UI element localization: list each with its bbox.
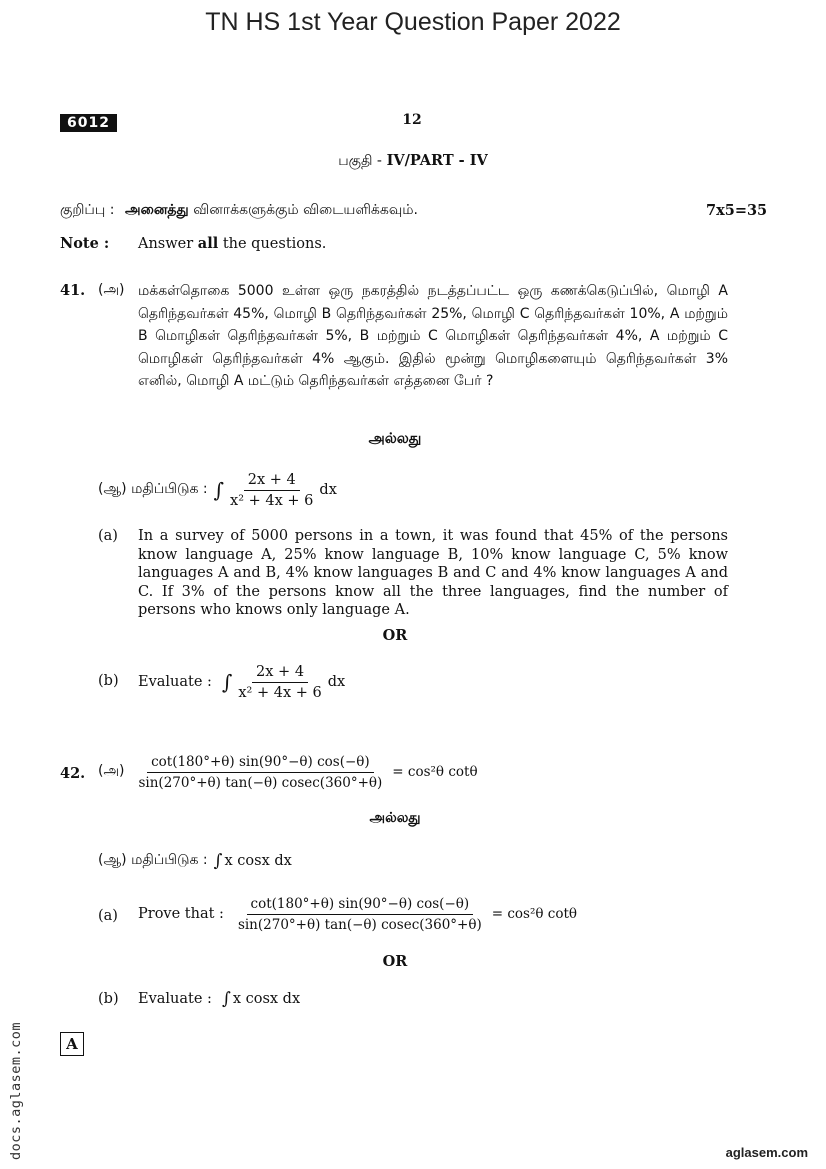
question-42-number: 42. — [60, 765, 86, 782]
trig-rhs: = cos²θ cotθ — [392, 764, 478, 780]
note-suffix: the questions. — [222, 236, 327, 252]
question-42-tamil-a — [98, 750, 478, 794]
trig-denominator: sin(270°+θ) tan(−θ) cosec(360°+θ) — [237, 916, 482, 933]
integral-fraction — [226, 472, 317, 509]
question-42-a-label: (a) — [98, 908, 118, 924]
note-label — [60, 235, 109, 252]
question-41-number: 41. — [60, 282, 86, 299]
question-42-a — [138, 892, 577, 936]
note-text — [138, 235, 326, 252]
question-41-a-text: In a survey of 5000 persons in a town, it was found that 45% of the persons know language A, 25% know language B, 10% know language C, 5% know languages A and B, 4% know languages B and C and 4% know languages A and C. If 3% of the persons know all the three languages, find the number of persons who knows only language A. — [138, 528, 728, 619]
integral-sign-icon: ∫ — [213, 851, 223, 871]
trig-fraction — [234, 896, 486, 933]
integral-sign-icon: ∫ — [221, 989, 231, 1009]
part-heading — [0, 152, 826, 171]
question-41-b-prefix: Evaluate : — [138, 674, 212, 690]
question-41-tamil-a-text: மக்கள்தொகை 5000 உள்ள ஒரு நகரத்தில் நடத்தப்பட்ட ஒரு கணக்கெடுப்பில், மொழி A தெரிந்தவர்கள் 45%, மொழி B தெரிந்தவர்கள் 25%, மொழி C தெரிந்தவர்கள் 10%, A மற்றும் B மொழிகள் தெரிந்தவர்கள் 5%, B மற்றும் C மொழிகள் தெரிந்தவர்கள் 4%, A மற்றும் C மொழிகள் தெரிந்தவர்கள் 4% ஆகும். இதில் மூன்று மொழிகளையும் தெரிந்தவர்கள் 3% எனில், மொழி A மட்டும் தெரிந்தவர்கள் எத்தனை பேர் ? — [138, 283, 728, 390]
paper-code-badge: 6012 — [60, 114, 117, 132]
question-42-tamil-a-label: (அ) — [98, 763, 125, 779]
or-tamil-41: அல்லது — [368, 431, 422, 447]
integral-sign-icon: ∫ — [221, 670, 233, 694]
integral-dx: dx — [319, 482, 337, 498]
question-41-a-label: (a) — [98, 528, 118, 544]
integral-fraction — [234, 664, 325, 701]
question-41-tamil-b — [98, 468, 337, 512]
or-tamil-42: அல்லது — [369, 810, 421, 826]
question-42-b-label: (b) — [98, 991, 119, 1007]
note-prefix: Answer — [138, 236, 194, 252]
question-42-b-prefix: Evaluate : — [138, 991, 212, 1007]
marks-label: 7x5=35 — [706, 202, 768, 219]
question-41-b-label: (b) — [98, 673, 119, 689]
or-english-42: OR — [382, 953, 408, 970]
instruction-tamil-bold: அனைத்து — [125, 202, 189, 218]
integral-numerator: 2x + 4 — [244, 472, 300, 491]
version-box: A — [60, 1032, 84, 1056]
question-42-a-prefix: Prove that : — [138, 906, 224, 922]
integral-denominator: x² + 4x + 6 — [238, 684, 322, 701]
integral-denominator: x² + 4x + 6 — [230, 492, 314, 509]
instruction-tamil-text: வினாக்களுக்கும் விடையளிக்கவும். — [193, 202, 418, 218]
integral-sign-icon: ∫ — [213, 478, 225, 502]
part-tamil: பகுதி - — [338, 153, 382, 169]
question-41-b — [138, 660, 345, 704]
note-label-text: Note : — [60, 235, 110, 252]
page-number: 12 — [402, 112, 422, 128]
instruction-tamil-label: குறிப்பு : — [60, 202, 115, 218]
question-42-tamil-b — [98, 848, 292, 874]
question-42-tamil-b-label: (ஆ) மதிப்பிடுக : — [98, 852, 208, 868]
integrand: x cosx dx — [224, 853, 292, 869]
or-english-41: OR — [382, 627, 408, 644]
note-bold: all — [197, 235, 219, 252]
footer-brand[interactable]: aglasem.com — [725, 1145, 808, 1160]
integral-numerator: 2x + 4 — [252, 664, 308, 683]
question-41-tamil-b-label: (ஆ) மதிப்பிடுக : — [98, 481, 208, 497]
question-41-tamil-a-label: (அ) — [98, 282, 125, 298]
trig-rhs: = cos²θ cotθ — [491, 906, 578, 922]
integrand: x cosx dx — [232, 991, 301, 1007]
question-42-b — [138, 986, 300, 1012]
integral-dx: dx — [327, 674, 346, 690]
trig-numerator: cot(180°+θ) sin(90°−θ) cos(−θ) — [247, 896, 474, 915]
instruction-tamil — [60, 202, 418, 220]
trig-fraction — [134, 754, 386, 791]
trig-denominator: sin(270°+θ) tan(−θ) cosec(360°+θ) — [138, 774, 383, 791]
page-title: TN HS 1st Year Question Paper 2022 — [205, 8, 621, 36]
watermark: docs.aglasem.com — [8, 1021, 24, 1160]
trig-numerator: cot(180°+θ) sin(90°−θ) cos(−θ) — [147, 754, 374, 773]
part-english: IV/PART - IV — [386, 152, 488, 169]
